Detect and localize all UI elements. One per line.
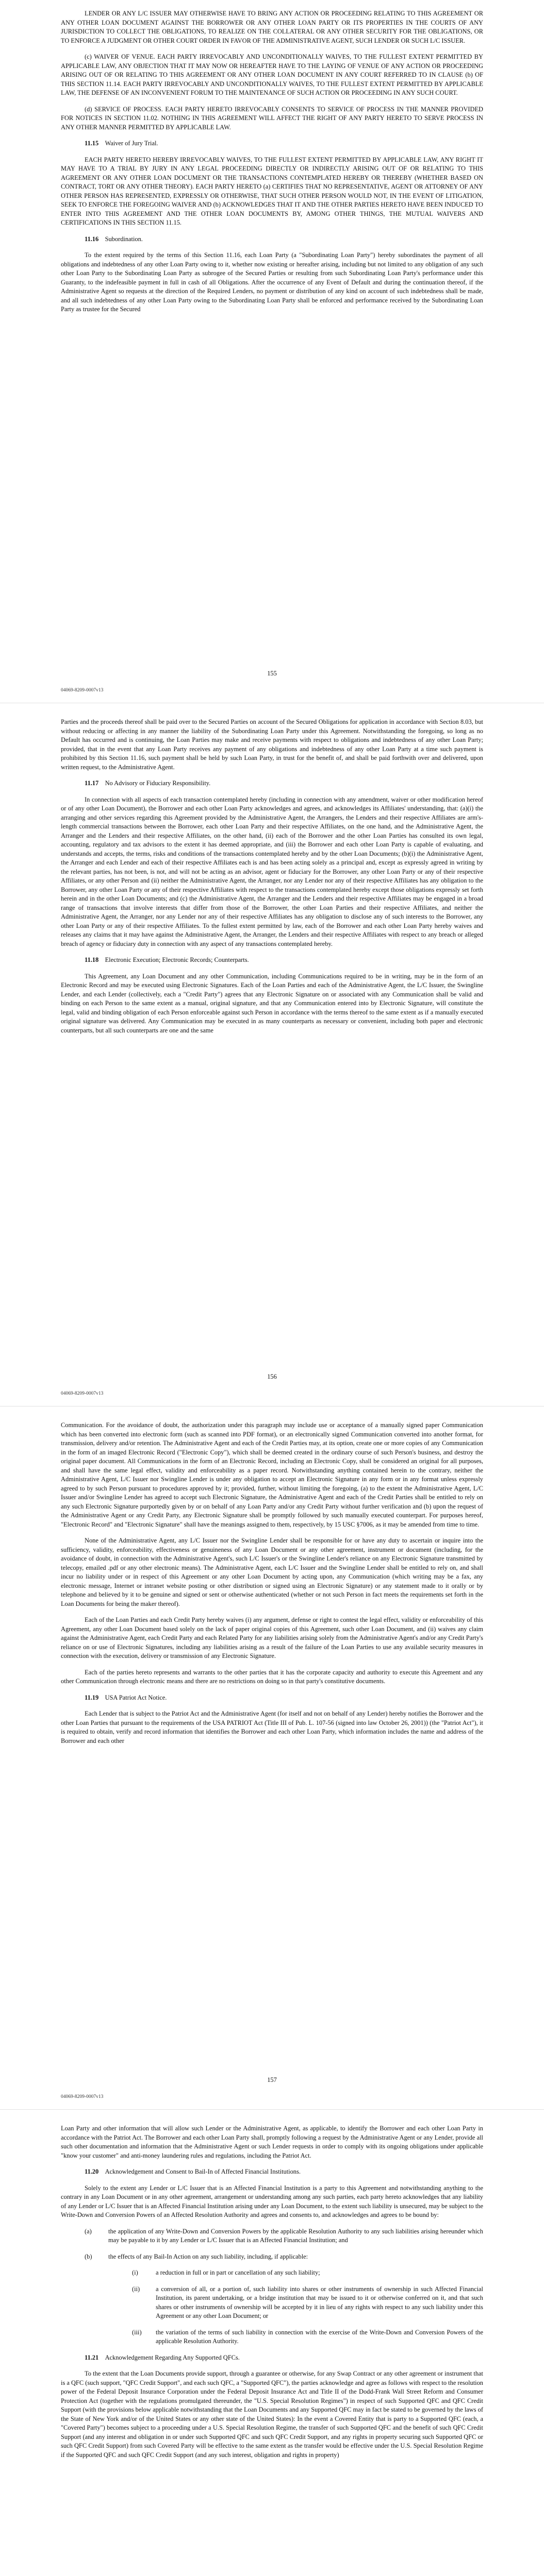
paragraph: (c) WAIVER OF VENUE. EACH PARTY IRREVOCABLY AND UNCONDITIONALLY WAIVES, TO THE FULLEST EXTENT PERMITTED BY APPLICABLE LAW, ANY OBJECTION THAT IT MAY NOW OR HEREAFTER HAVE TO THE LAYING OF VENUE OF ANY ACTION OR PROCEEDING ARISING OUT OF OR RELATING TO THIS AGREEMENT OR ANY OTHER LOAN DOCUMENT IN ANY COURT REFERRED TO IN CLAUSE (b) OF THIS SECTION 11.14. EACH PARTY IRREVOCABLY AND UNCONDITIONALLY WAIVES, TO THE FULLEST EXTENT PERMITTED BY APPLICABLE LAW, THE DEFENSE OF AN INCONVENIENT FORUM TO THE MAINTENANCE OF SUCH ACTION OR PROCEEDING IN ANY SUCH COURT.: [61, 53, 483, 96]
page-body: [61, 1421, 483, 1753]
section-heading: [61, 2353, 483, 2363]
section-title: No Advisory or Fiduciary Responsibility.: [105, 779, 211, 787]
paragraph: Each of the Loan Parties and each Credit Party hereby waives (i) any argument, defense or right to contest the legal effect, validity or enforceability of this Agreement, any other Loan Document based solely on the lack of paper original copies of this Agreement, such other Loan Document, and (ii) waives any claim against the Administrative Agent, each Credit Party and each Related Party for any liabilities arising solely from the Administrative Agent's and/or any Credit Party's reliance on or use of Electronic Signatures, including any liabilities arising as a result of the failure of the Loan Parties to use any available security measures in connection with the execution, delivery or transmission of any Electronic Signature.: [61, 1616, 483, 1659]
section-number: 11.21: [85, 2353, 99, 2361]
page-body: [61, 2124, 483, 2467]
section-title: Acknowledgement Regarding Any Supported QFCs.: [105, 2353, 240, 2361]
paragraph: To the extent that the Loan Documents provide support, through a guarantee or otherwise, for any Swap Contract or any other agreement or instrument that is a QFC (such support, "QFC Credit Support", and each such QFC, a "Supported QFC"), the parties acknowledge and agree as follows with respect to the resolution power of the Federal Deposit Insurance Corporation under the Federal Deposit Insurance Act and Title II of the Dodd-Frank Wall Street Reform and Consumer Protection Act (together with the regulations promulgated thereunder, the "U.S. Special Resolution Regimes") in respect of such Supported QFC and QFC Credit Support (with the provisions below applicable notwithstanding that the Loan Documents and any Supported QFC may in fact be stated to be governed by the laws of the State of New York and/or of the United States or any other state of the United States): In the event a Covered Entity that is party to a Supported QFC (each, a "Covered Party") becomes subject to a proceeding under a U.S. Special Resolution Regime, the transfer of such Supported QFC and the benefit of such QFC Credit Support (and any interest and obligation in or under such Supported QFC and such QFC Credit Support, and any rights in property securing such Supported QFC or such QFC Credit Support) from such Covered Party will be effective to the same extent as the transfer would be effective under the U.S. Special Resolution Regime if the Supported QFC and such QFC Credit Support (and any such interest, obligation and rights in property): [61, 2370, 483, 2459]
section-number: 11.19: [85, 1693, 99, 1701]
document-id: 04069-8209-0007v13: [61, 2094, 104, 2099]
list-item-label: (iii): [132, 2328, 142, 2336]
paragraph: None of the Administrative Agent, any L/C Issuer nor the Swingline Lender shall be responsible for or have any duty to ascertain or inquire into the sufficiency, validity, enforceability, effectiveness or genuineness of any Loan Document or any other agreement, instrument or document (including, for the avoidance of doubt, in connection with the Administrative Agent's, such L/C Issuer's or the Swingline Lender's reliance on any Electronic Signature transmitted by telecopy, emailed .pdf or any other electronic means). The Administrative Agent, each L/C Issuer and the Swingline Lender shall be entitled to rely on, and shall incur no liability under or in respect of this Agreement or any other Loan Document by acting upon, any Communication (which writing may be a fax, any electronic message, Internet or intranet website posting or other distribution or signed using an Electronic Signature) or any statement made to it orally or by telephone and believed by it to be genuine and signed or sent or otherwise authenticated (whether or not such Person in fact meets the requirements set forth in the Loan Documents for being the maker thereof).: [61, 1537, 483, 1607]
list-item: [132, 2268, 483, 2278]
section-number: 11.20: [85, 2168, 99, 2175]
list-item-text: the application of any Write-Down and Conversion Powers by the applicable Resolution Authority to any such liabilities arising hereunder which may be payable to it by any Lender or L/C Issuer that is an Affected Financial Institution; and: [108, 2227, 483, 2244]
paragraph: Solely to the extent any Lender or L/C Issuer that is an Affected Financial Institution is a party to this Agreement and notwithstanding anything to the contrary in any Loan Document or in any other agreement, arrangement or understanding among any such parties, each party hereto acknowledges that any liability of any Lender or L/C Issuer that is an Affected Financial Institution arising under any Loan Document, to the extent such liability is unsecured, may be subject to the Write-Down and Conversion Powers of an Affected Resolution Authority and agrees and consents to, and acknowledges and agrees to be bound by:: [61, 2184, 483, 2218]
section-title: Electronic Execution; Electronic Records; Counterparts.: [105, 956, 249, 963]
section-number: 11.18: [85, 956, 99, 963]
section-heading: [61, 779, 483, 788]
section-heading: [61, 956, 483, 965]
paragraph: (d) SERVICE OF PROCESS. EACH PARTY HERETO IRREVOCABLY CONSENTS TO SERVICE OF PROCESS IN THE MANNER PROVIDED FOR NOTICES IN SECTION 11.02. NOTHING IN THIS AGREEMENT WILL AFFECT THE RIGHT OF ANY PARTY HERETO TO SERVE PROCESS IN ANY OTHER MANNER PERMITTED BY APPLICABLE LAW.: [61, 105, 483, 131]
list-item: [132, 2328, 483, 2346]
list-item-label: (i): [132, 2269, 138, 2276]
paragraph: In connection with all aspects of each transaction contemplated hereby (including in connection with any amendment, waiver or other modification hereof or of any other Loan Document), the Borrower and each other Loan Party acknowledges and agrees, and acknowledges its Affiliates' understanding, that: (a)(i) the arranging and other services regarding this Agreement provided by the Administrative Agent, the Arrangers, the Lenders and their respective Affiliates are arm's-length commercial transactions between the Borrower, each other Loan Party and their respective Affiliates, on the one hand, and the Administrative Agent, the Arranger and the Lenders and their respective Affiliates, on the other hand, (ii) each of the Borrower and the other Loan Parties has consulted its own legal, accounting, regulatory and tax advisors to the extent it has deemed appropriate, and (iii) the Borrower and each other Loan Party is capable of evaluating, and understands and accepts, the terms, risks and conditions of the transactions contemplated hereby and by the other Loan Documents; (b)(i) the Administrative Agent, the Arranger and each Lender and each of their respective Affiliates each is and has been acting solely as a principal and, except as expressly agreed in writing by the relevant parties, has not been, is not, and will not be acting as an advisor, agent or fiduciary for the Borrower, any other Loan Party or any of their respective Affiliates, or any other Person and (ii) neither the Administrative Agent, the Arranger, nor any Lender nor any of their respective Affiliates has any obligation to the Borrower, any other Loan Party or any of their respective Affiliates with respect to the transactions contemplated hereby except those obligations expressly set forth herein and in the other Loan Documents; and (c) the Administrative Agent, the Arranger and the Lenders and their respective Affiliates may be engaged in a broad range of transactions that involve interests that differ from those of the Borrower, the other Loan Parties and their respective Affiliates, and neither the Administrative Agent, the Arranger, nor any Lender nor any of their respective Affiliates has any obligation to disclose any of such interests to the Borrower, any other Loan Party or any of their respective Affiliates. To the fullest extent permitted by law, each of the Borrower and each other Loan Party hereby waives and releases any claims that it may have against the Administrative Agent, the Arranger, the Lenders and their respective Affiliates with respect to any breach or alleged breach of agency or fiduciary duty in connection with any aspect of any transactions contemplated hereby.: [61, 795, 483, 947]
list-item: [85, 2227, 483, 2245]
list-item-label: (a): [85, 2227, 92, 2235]
section-number: 11.16: [85, 235, 99, 243]
section-number: 11.15: [85, 140, 99, 147]
page-number: 157: [267, 2076, 277, 2083]
paragraph: Parties and the proceeds thereof shall be paid over to the Secured Parties on account of the Secured Obligations for application in accordance with Section 8.03, but without reducing or affecting in any manner the liability of the Subordinating Loan Party under this Agreement. Notwithstanding the foregoing, so long as no Default has occurred and is continuing, the Loan Parties may make and receive payments with respect to obligations and indebtedness of any other Loan Party; provided, that in the event that any Loan Party receives any payment of any obligations and indebtedness of any other Loan Party at a time such payment is prohibited by this Section 11.16, such payment shall be held by such Loan Party, in trust for the benefit of, and shall be paid forthwith over and delivered, upon written request, to the Administrative Agent.: [61, 718, 483, 771]
list-item-label: (ii): [132, 2285, 140, 2293]
page-body: [61, 718, 483, 1042]
paragraph: Loan Party and other information that will allow such Lender or the Administrative Agent, as applicable, to identify the Borrower and each other Loan Party in accordance with the Patriot Act. The Borrower and each other Loan Party shall, promptly following a request by the Administrative Agent or any Lender, provide all such other documentation and information that the Administrative Agent or such Lender requests in order to comply with its ongoing obligations under applicable "know your customer" and anti-money laundering rules and regulations, including the Patriot Act.: [61, 2125, 483, 2159]
section-number: 11.17: [85, 779, 99, 787]
paragraph: EACH PARTY HERETO HEREBY IRREVOCABLY WAIVES, TO THE FULLEST EXTENT PERMITTED BY APPLICABLE LAW, ANY RIGHT IT MAY HAVE TO A TRIAL BY JURY IN ANY LEGAL PROCEEDING DIRECTLY OR INDIRECTLY ARISING OUT OF OR RELATING TO THIS AGREEMENT OR ANY OTHER LOAN DOCUMENT OR THE TRANSACTIONS CONTEMPLATED HEREBY OR THEREBY (WHETHER BASED ON CONTRACT, TORT OR ANY OTHER THEORY). EACH PARTY HERETO (a) CERTIFIES THAT NO REPRESENTATIVE, AGENT OR ATTORNEY OF ANY OTHER PERSON HAS REPRESENTED, EXPRESSLY OR OTHERWISE, THAT SUCH OTHER PERSON WOULD NOT, IN THE EVENT OF LITIGATION, SEEK TO ENFORCE THE FOREGOING WAIVER AND (b) ACKNOWLEDGES THAT IT AND THE OTHER PARTIES HERETO HAVE BEEN INDUCED TO ENTER INTO THIS AGREEMENT AND THE OTHER LOAN DOCUMENTS BY, AMONG OTHER THINGS, THE MUTUAL WAIVERS AND CERTIFICATIONS IN THIS SECTION 11.15.: [61, 156, 483, 226]
list-item: [132, 2285, 483, 2321]
paragraph: Communication. For the avoidance of doubt, the authorization under this paragraph may include use or acceptance of a manually signed paper Communication which has been converted into electronic form (such as scanned into PDF format), or an electronically signed Communication converted into another format, for transmission, delivery and/or retention. The Administrative Agent and each of the Credit Parties may, at its option, create one or more copies of any Communication in the form of an imaged Electronic Record ("Electronic Copy"), which shall be deemed created in the ordinary course of such Person's business, and destroy the original paper document. All Communications in the form of an Electronic Record, including an Electronic Copy, shall be considered an original for all purposes, and shall have the same legal effect, validity and enforceability as a paper record. Notwithstanding anything contained herein to the contrary, neither the Administrative Agent, L/C Issuer nor Swingline Lender is under any obligation to accept an Electronic Signature in any form or in any format unless expressly agreed to by such Person pursuant to procedures approved by it; provided, further, without limiting the foregoing, (a) to the extent the Administrative Agent, L/C Issuer and/or Swingline Lender has agreed to accept such Electronic Signature, the Administrative Agent and each of the Credit Parties shall be entitled to rely on any such Electronic Signature purportedly given by or on behalf of any Loan Party and/or any Credit Party without further verification and (b) upon the request of the Administrative Agent or any Credit Party, any Electronic Signature shall be promptly followed by such manually executed counterpart. For purposes hereof, "Electronic Record" and "Electronic Signature" shall have the meanings assigned to them, respectively, by 15 USC §7006, as it may be amended from time to time.: [61, 1421, 483, 1528]
page-158: [0, 2110, 544, 2576]
list-item-text: the effects of any Bail-In Action on any such liability, including, if applicable:: [108, 2252, 308, 2260]
list-item-text: a reduction in full or in part or cancellation of any such liability;: [156, 2269, 320, 2276]
list-item: [85, 2252, 483, 2262]
page-number: 156: [267, 1373, 277, 1380]
list-item-text: a conversion of all, or a portion of, such liability into shares or other instruments of ownership in such Affected Financial Institution, its parent undertaking, or a bridge institution that may be issued to it or otherwise conferred on it, and that such shares or other instruments of ownership will be accepted by it in lieu of any rights with respect to any such liability under this Agreement or any other Loan Document; or: [156, 2285, 483, 2319]
document-id: 04069-8209-0007v13: [61, 688, 104, 693]
section-heading: [61, 2167, 483, 2177]
list-item-label: (b): [85, 2252, 92, 2260]
section-heading: [61, 1693, 483, 1703]
section-title: USA Patriot Act Notice.: [105, 1693, 167, 1701]
page-156: [0, 703, 544, 1406]
page-155: [0, 0, 544, 703]
section-title: Waiver of Jury Trial.: [105, 140, 158, 147]
section-title: Subordination.: [105, 235, 143, 243]
document-id: 04069-8209-0007v13: [61, 1391, 104, 1396]
paragraph: LENDER OR ANY L/C ISSUER MAY OTHERWISE HAVE TO BRING ANY ACTION OR PROCEEDING RELATING TO THIS AGREEMENT OR ANY OTHER LOAN DOCUMENT AGAINST THE BORROWER OR ANY OTHER LOAN PARTY OR ITS PROPERTIES IN THE COURTS OF ANY JURISDICTION TO COLLECT THE OBLIGATIONS, TO REALIZE ON THE COLLATERAL OR ANY OTHER SECURITY FOR THE OBLIGATIONS, OR TO ENFORCE A JUDGMENT OR OTHER COURT ORDER IN FAVOR OF THE ADMINISTRATIVE AGENT, SUCH LENDER OR SUCH L/C ISSUER.: [61, 10, 483, 44]
paragraph: Each Lender that is subject to the Patriot Act and the Administrative Agent (for itself and not on behalf of any Lender) hereby notifies the Borrower and the other Loan Parties that pursuant to the requirements of the USA PATRIOT Act (Title III of Pub. L. 107-56 (signed into law October 26, 2001)) (the "Patriot Act"), it is required to obtain, verify and record information that identifies the Borrower and each other Loan Party, which information includes the name and address of the Borrower and each other: [61, 1710, 483, 1744]
paragraph: Each of the parties hereto represents and warrants to the other parties that it has the corporate capacity and authority to execute this Agreement and any other Communication through electronic means and there are no restrictions on doing so in that party's constitutive documents.: [61, 1668, 483, 1685]
section-title: Acknowledgement and Consent to Bail-In of Affected Financial Institutions.: [105, 2168, 301, 2175]
section-heading: [61, 235, 483, 244]
paragraph: This Agreement, any Loan Document and any other Communication, including Communications required to be in writing, may be in the form of an Electronic Record and may be executed using Electronic Signatures. Each of the Loan Parties and each of the Administrative Agent, the L/C Issuer, the Swingline Lender, and each Lender (collectively, each a "Credit Party") agrees that any Electronic Signature on or associated with any Communication shall be valid and binding on each Person to the same extent as a manual, original signature, and that any Communication entered into by Electronic Signature, will constitute the legal, valid and binding obligation of each Person enforceable against such Person in accordance with the terms thereof to the same extent as if a manually executed original signature was delivered. Any Communication may be executed in as many counterparts as necessary or convenient, including both paper and electronic counterparts, but all such counterparts are one and the same: [61, 972, 483, 1034]
section-heading: [61, 139, 483, 148]
page-number: 155: [267, 670, 277, 677]
paragraph: To the extent required by the terms of this Section 11.16, each Loan Party (a "Subordinating Loan Party") hereby subordinates the payment of all obligations and indebtedness of any other Loan Party owing to it, whether now existing or hereafter arising, including but not limited to any obligation of any such other Loan Party to the Subordinating Loan Party as subrogee of the Secured Parties or resulting from such Subordinating Loan Party's performance under this Guaranty, to the indefeasible payment in full in cash of all Obligations. After the occurrence of any Event of Default and during the continuation thereof, if the Administrative Agent so requests at the direction of the Required Lenders, no payment or distribution of any kind on account of such indebtedness shall be made, and all such indebtedness of any other Loan Party owing to the Subordinating Loan Party shall be enforced and performance received by the Subordinating Loan Party as trustee for the Secured: [61, 251, 483, 313]
page-157: [0, 1406, 544, 2110]
page-body: [61, 9, 483, 321]
list-item-text: the variation of the terms of such liability in connection with the exercise of the Write-Down and Conversion Powers of the applicable Resolution Authority.: [156, 2328, 483, 2345]
